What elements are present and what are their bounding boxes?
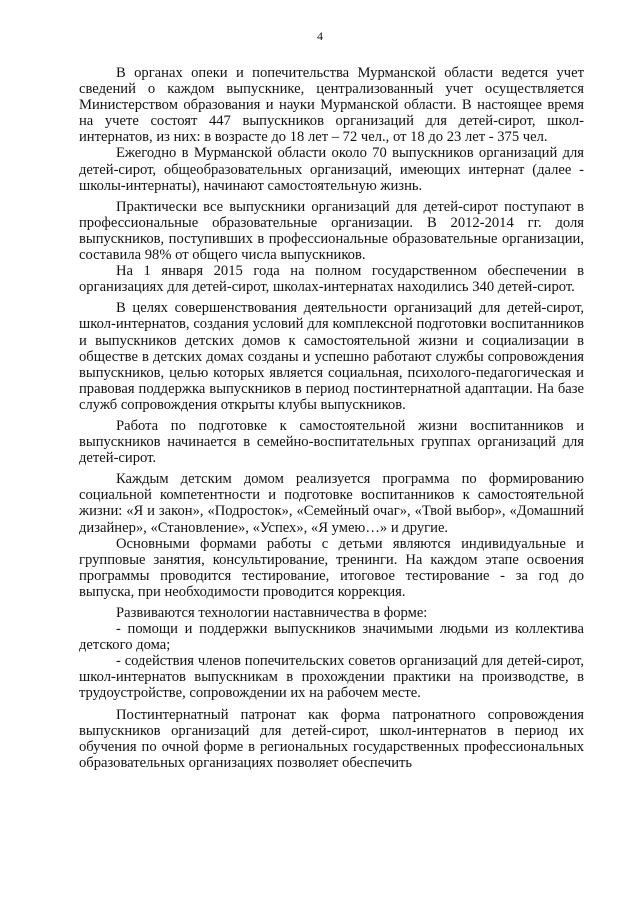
- paragraph-post-boarding-patronage: Постинтернатный патронат как форма патронатного сопровождения выпускников организаций для детей-сирот, школ-интернатов в период их обучения по очной форме в региональных государственных профессиональных образовательных организациях позволяет обеспечить: [79, 706, 584, 771]
- page-number: 4: [317, 29, 323, 43]
- paragraph-state-support: На 1 января 2015 года на полном государственном обеспечении в организациях для детей-сирот, школах-интернатах находились 340 детей-сирот.: [79, 263, 584, 296]
- list-item-mentoring-help: - помощи и поддержки выпускников значимыми людьми из коллектива детского дома;: [79, 621, 584, 654]
- document-body: [79, 65, 584, 771]
- paragraph-registry: В органах опеки и попечительства Мурманской области ведется учет сведений о каждом выпускнике, централизованный учет осуществляется Министерством образования и науки Мурманской области. В настоящее время на учете состоят 447 выпускников организаций для детей-сирот, школ-интернатов, из них: в возрасте до 18 лет – 72 чел., от 18 до 23 лет - 375 чел.: [79, 65, 584, 146]
- paragraph-support-services: В целях совершенствования деятельности организаций для детей-сирот, школ-интернатов, создания условий для комплексной подготовки воспитанников и выпускников детских домов к самостоятельной жизни и социализации в обществе в детских домах созданы и успешно работают службы сопровождения выпускников, целью которых является социальная, психолого-педагогическая и правовая поддержка выпускников в период постинтернатной адаптации. На базе служб сопровождения открыты клубы выпускников.: [79, 300, 584, 413]
- paragraph-mentoring-intro: Развиваются технологии наставничества в форме:: [116, 605, 428, 621]
- paragraph-preparation-work: Работа по подготовке к самостоятельной жизни воспитанников и выпускников начинается в семейно-воспитательных группах организаций для детей-сирот.: [79, 417, 584, 467]
- list-item-mentoring-councils: - содействия членов попечительских советов организаций для детей-сирот, школ-интернатов выпускникам в прохождении практики на производстве, в трудоустройстве, сопровождении их на рабочем месте.: [79, 653, 584, 702]
- paragraph-work-forms: Основными формами работы с детьми являются индивидуальные и групповые занятия, консультирование, тренинги. На каждом этапе освоения программы проводится тестирование, итоговое тестирование - за год до выпуска, при необходимости проводится коррекция.: [79, 535, 584, 600]
- paragraph-professional-education: Практически все выпускники организаций для детей-сирот поступают в профессиональные образовательные организации. В 2012-2014 гг. доля выпускников, поступивших в профессиональные образовательные организации, составила 98% от общего числа выпускников.: [79, 198, 584, 264]
- paragraph-programs: Каждым детским домом реализуется программа по формированию социальной компетентности и подготовке воспитанников к самостоятельной жизни: «Я и закон», «Подросток», «Семейный очаг», «Твой выбор», «Домашний дизайнер», «Становление», «Успех», «Я умею…» и другие.: [79, 471, 584, 536]
- paragraph-annual-graduates: Ежегодно в Мурманской области около 70 выпускников организаций для детей-сирот, общеобразовательных организаций, имеющих интернат (далее - школы-интернаты), начинают самостоятельную жизнь.: [79, 145, 584, 194]
